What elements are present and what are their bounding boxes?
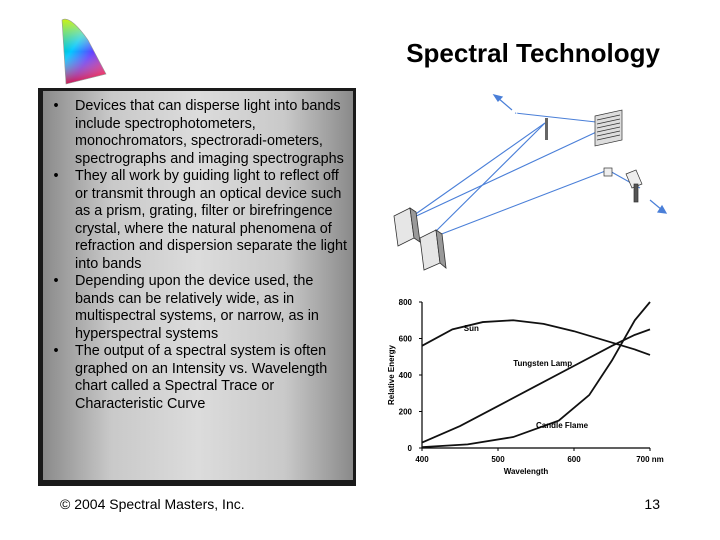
y-tick-label: 800 — [398, 298, 412, 307]
output-arrow-icon — [650, 200, 666, 213]
entrance-slit-icon — [512, 88, 548, 140]
x-tick-label: 600 — [567, 455, 581, 464]
bullet-text: Devices that can disperse light into bands include spectrophotometers, monochromators, spectroradi-ometers, spectrographs and imaging spectrographs — [75, 98, 344, 167]
bullet-text: The output of a spectral system is often graphed on an Intensity vs. Wavelength chart called a Spectral Trace or Characteristic Curve — [75, 343, 328, 412]
spectral-trace-chart — [380, 290, 680, 480]
footer-copyright: © 2004 Spectral Masters, Inc. — [60, 496, 245, 512]
y-tick-label: 0 — [407, 444, 412, 453]
bullet-list — [50, 98, 350, 413]
input-arrow-icon — [494, 95, 512, 110]
page-number: 13 — [644, 496, 660, 512]
y-axis-title: Relative Energy — [387, 344, 396, 406]
bullet-dot: • — [53, 98, 59, 114]
bullet-text: They all work by guiding light to reflect off or transmit through an optical device such as a prism, grating, filter or birefringence crystal, where the natural phenomena of refraction and dispersion separate the light into bands — [75, 168, 347, 272]
bullet-item — [50, 273, 350, 343]
bullet-text: Depending upon the device used, the bands can be relatively wide, as in multispectral systems, or narrow, as in hyperspectral systems — [75, 273, 319, 342]
grating-icon — [595, 110, 622, 146]
bullet-item — [50, 98, 350, 168]
focusing-mirror-icon — [420, 230, 446, 270]
collimating-mirror-icon — [394, 208, 420, 246]
bullet-item — [50, 168, 350, 273]
color-triangle-logo — [52, 16, 108, 88]
spectrometer-optics-diagram — [380, 88, 680, 298]
x-tick-label: 500 — [491, 455, 505, 464]
detector-icon — [604, 168, 642, 202]
x-tick-label: 400 — [415, 455, 429, 464]
x-tick-label: 700 nm — [636, 455, 664, 464]
series-label: Tungsten Lamp — [513, 358, 573, 368]
bullet-dot: • — [53, 168, 59, 184]
y-tick-label: 600 — [398, 334, 412, 344]
y-tick-label: 200 — [398, 407, 412, 417]
bullet-dot: • — [53, 343, 59, 359]
series-line-sun — [422, 320, 650, 355]
bullet-item — [50, 343, 350, 413]
series-label: Candle Flame — [536, 420, 589, 430]
bullet-dot: • — [53, 273, 59, 289]
slide-title: Spectral Technology — [406, 38, 660, 68]
y-tick-label: 400 — [398, 371, 412, 380]
series-label: Sun — [463, 324, 479, 334]
x-axis-title: Wavelength — [503, 467, 549, 476]
